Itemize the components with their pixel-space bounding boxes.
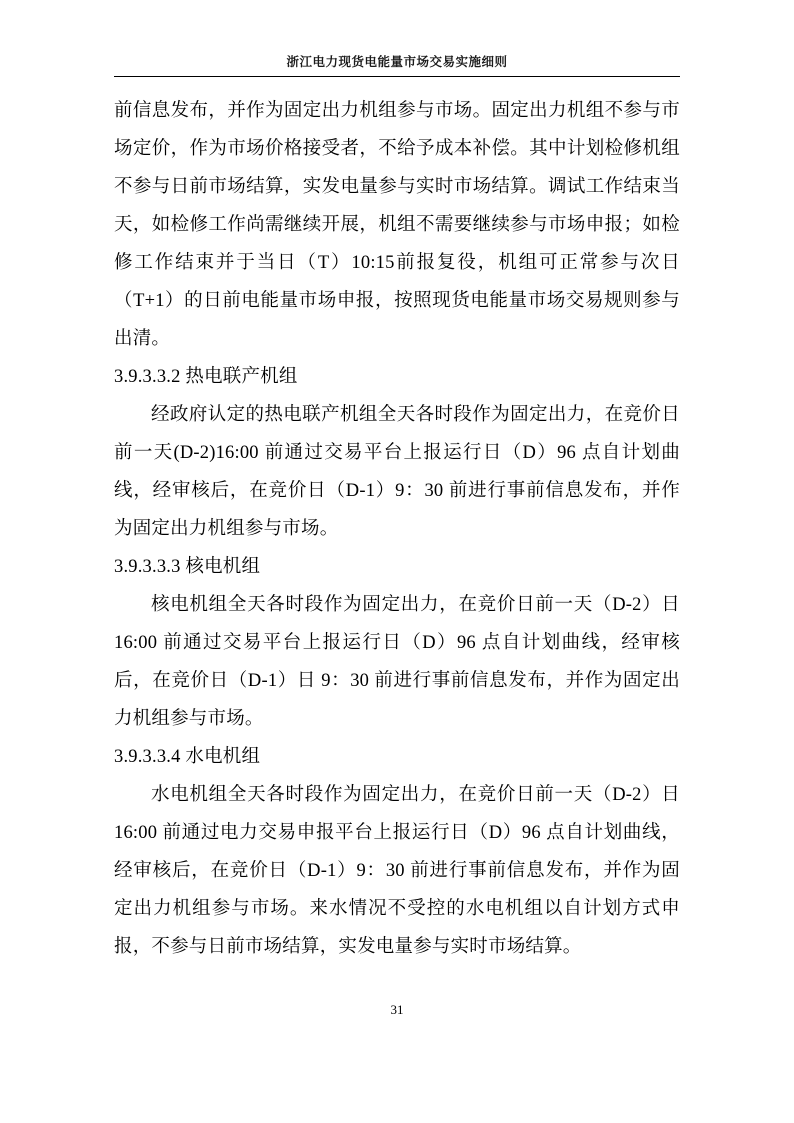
paragraph: 水电机组全天各时段作为固定出力，在竞价日前一天（D-2）日 16:00 前通过电力交易申报平台上报运行日（D）96 点自计划曲线，经审核后，在竞价日（D-1）9：30 前进行事前信息发布，并作为固定出力机组参与市场。来水情况不受控的水电机组以自计划方式申报，不参与日前市场结算，实发电量参与实时市场结算。	[114, 785, 680, 957]
header-divider	[114, 76, 680, 77]
section-heading: 3.9.3.3.3 核电机组	[114, 557, 261, 577]
section-heading: 3.9.3.3.4 水电机组	[114, 747, 261, 767]
paragraph: 核电机组全天各时段作为固定出力，在竞价日前一天（D-2）日 16:00 前通过交易平台上报运行日（D）96 点自计划曲线，经审核后，在竞价日（D-1）日 9：30 前进行事前信息发布，并作为固定出力机组参与市场。	[114, 595, 680, 729]
page-header-title: 浙江电力现货电能量市场交易实施细则	[286, 55, 508, 69]
paragraph: 前信息发布，并作为固定出力机组参与市场。固定出力机组不参与市场定价，作为市场价格接受者，不给予成本补偿。其中计划检修机组不参与日前市场结算，实发电量参与实时市场结算。调试工作结束当天，如检修工作尚需继续开展，机组不需要继续参与市场申报；如检修工作结束并于当日（T）10:15前报复役，机组可正常参与次日（T+1）的日前电能量市场申报，按照现货电能量市场交易规则参与出清。	[114, 101, 680, 349]
section-heading: 3.9.3.3.2 热电联产机组	[114, 367, 298, 387]
page-number: 31	[390, 1002, 404, 1017]
paragraph: 经政府认定的热电联产机组全天各时段作为固定出力，在竞价日前一天(D-2)16:00 前通过交易平台上报运行日（D）96 点自计划曲线，经审核后，在竞价日（D-1）9：30 前进行事前信息发布，并作为固定出力机组参与市场。	[114, 405, 680, 539]
document-body	[114, 92, 680, 966]
